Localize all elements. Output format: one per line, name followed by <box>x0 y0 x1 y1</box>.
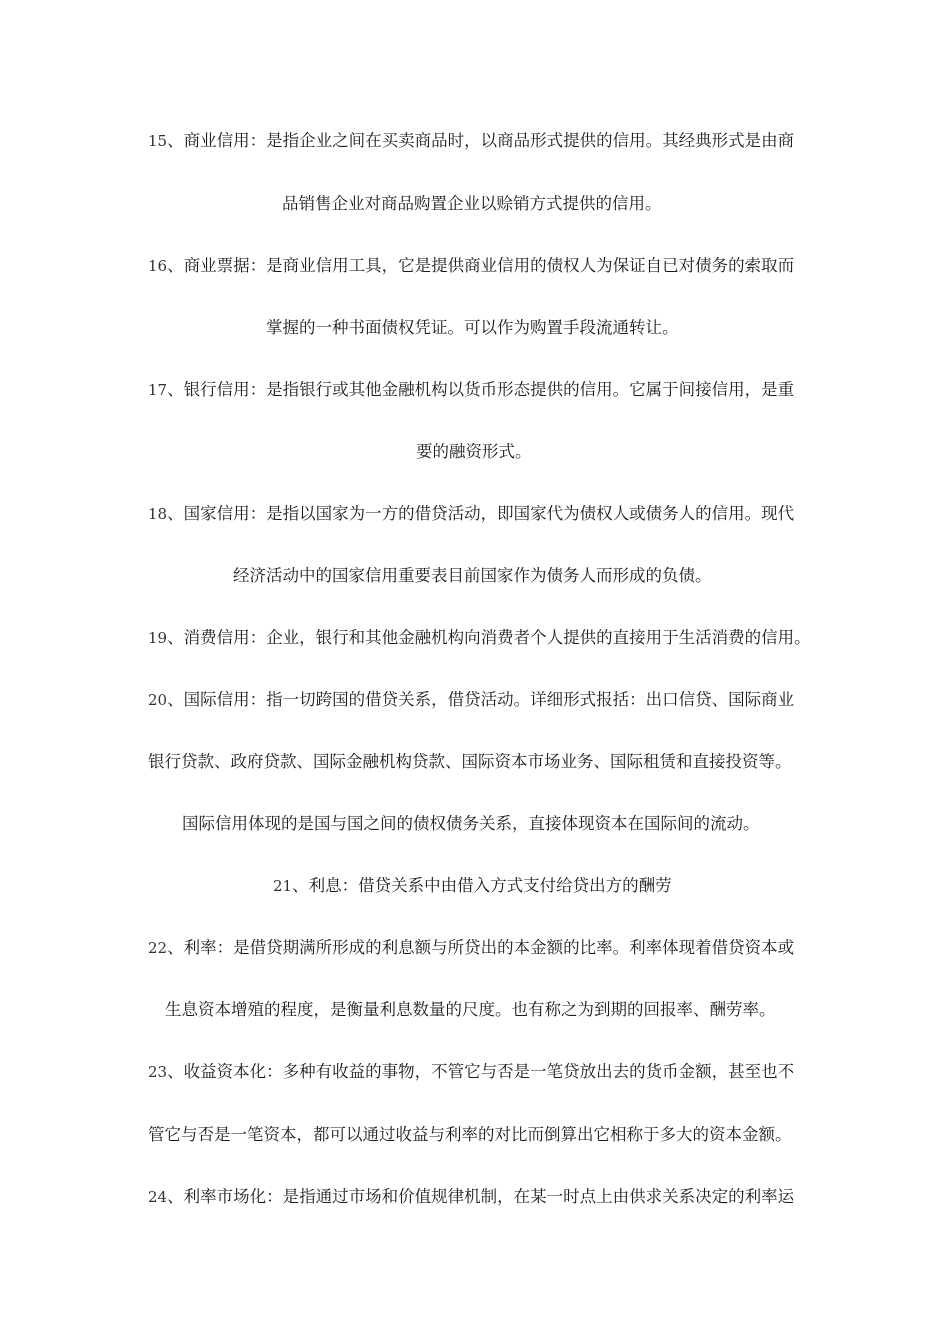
entry-number: 20 <box>148 691 168 709</box>
entry-15-line-1 <box>148 130 794 152</box>
entry-number: 19 <box>148 629 168 647</box>
entry-19-line-1 <box>148 627 811 649</box>
entry-22-line-2 <box>165 999 776 1021</box>
entry-21-line-1 <box>273 875 672 897</box>
entry-text: 、国家信用：是指以国家为一方的借贷活动，即国家代为债权人或债务人的信用。现代 <box>167 504 795 523</box>
entry-text: 掌握的一种书面债权凭证。可以作为购置手段流通转让。 <box>266 318 679 337</box>
entry-24-line-1 <box>148 1186 794 1208</box>
entry-20-line-1 <box>148 689 794 711</box>
entry-number: 17 <box>148 381 168 399</box>
entry-23-line-1 <box>148 1061 794 1083</box>
entry-number: 24 <box>148 1188 168 1206</box>
entry-20-line-3 <box>182 813 760 835</box>
entry-text: 、商业票据：是商业信用工具，它是提供商业信用的债权人为保证自已对债务的索取而 <box>167 256 795 275</box>
entry-text: 生息资本增殖的程度，是衡量利息数量的尺度。也有称之为到期的回报率、酬劳率。 <box>165 1000 776 1019</box>
entry-text: 品销售企业对商品购置企业以赊销方式提供的信用。 <box>282 194 662 213</box>
entry-16-line-2 <box>266 317 679 339</box>
entry-22-line-1 <box>148 937 794 959</box>
entry-number: 16 <box>148 257 168 275</box>
entry-text: 、国际信用：指一切跨国的借贷关系，借贷活动。详细形式报括：出口信贷、国际商业 <box>167 690 795 709</box>
entry-text: 要的融资形式。 <box>416 442 532 461</box>
entry-18-line-1 <box>148 503 794 525</box>
entry-text: 银行贷款、政府贷款、国际金融机构贷款、国际资本市场业务、国际租赁和直接投资等。 <box>148 752 792 771</box>
entry-text: 、收益资本化：多种有收益的事物，不管它与否是一笔贷放出去的货币金额，甚至也不 <box>167 1062 795 1081</box>
entry-20-line-2 <box>148 751 792 773</box>
entry-text: 经济活动中的国家信用重要表目前国家作为债务人而形成的负债。 <box>233 566 712 585</box>
entry-23-line-2 <box>148 1124 792 1146</box>
entry-text: 、利息：借贷关系中由借入方式支付给贷出方的酬劳 <box>292 876 672 895</box>
entry-number: 15 <box>148 132 168 150</box>
entry-16-line-1 <box>148 255 794 277</box>
entry-number: 21 <box>273 877 293 895</box>
entry-text: 、利率市场化：是指通过市场和价值规律机制，在某一时点上由供求关系决定的利率运 <box>167 1187 795 1206</box>
entry-text: 、利率：是借贷期满所形成的利息额与所贷出的本金额的比率。利率体现着借贷资本或 <box>167 938 795 957</box>
entry-text: 、消费信用：企业，银行和其他金融机构向消费者个人提供的直接用于生活消费的信用。 <box>167 628 811 647</box>
entry-15-line-2 <box>282 193 662 215</box>
entry-number: 18 <box>148 505 168 523</box>
entry-17-line-1 <box>148 379 794 401</box>
entry-text: 国际信用体现的是国与国之间的债权债务关系，直接体现资本在国际间的流动。 <box>182 814 760 833</box>
entry-17-line-2 <box>416 441 532 463</box>
entry-text: 、商业信用：是指企业之间在买卖商品时，以商品形式提供的信用。其经典形式是由商 <box>167 131 795 150</box>
entry-text: 、银行信用：是指银行或其他金融机构以货币形态提供的信用。它属于间接信用，是重 <box>167 380 795 399</box>
entry-text: 管它与否是一笔资本，都可以通过收益与利率的对比而倒算出它相称于多大的资本金额。 <box>148 1125 792 1144</box>
entry-number: 23 <box>148 1063 168 1081</box>
entry-18-line-2 <box>233 565 712 587</box>
entry-number: 22 <box>148 939 168 957</box>
